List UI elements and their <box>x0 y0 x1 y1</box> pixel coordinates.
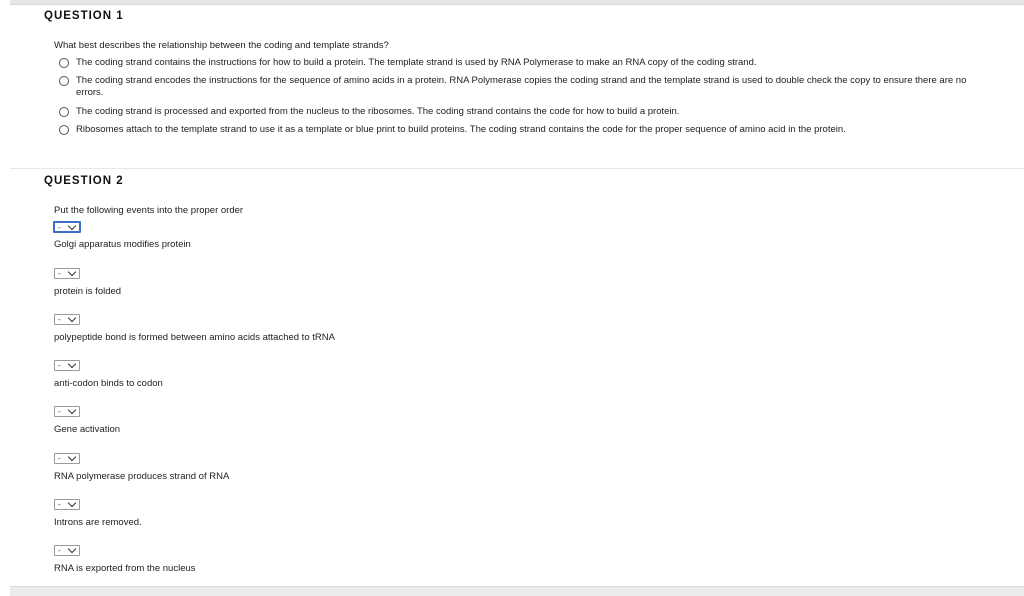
question-1-option-3[interactable] <box>59 106 989 118</box>
order-select-1[interactable] <box>53 221 81 233</box>
select-value: - <box>58 315 61 324</box>
order-select-3[interactable] <box>54 314 80 325</box>
order-select-2[interactable] <box>54 268 80 279</box>
radio-button-icon[interactable] <box>59 58 69 68</box>
event-label-3: polypeptide bond is formed between amino acids attached to tRNA <box>54 332 335 343</box>
radio-button-icon[interactable] <box>59 125 69 135</box>
question-1-title: QUESTION 1 <box>44 10 124 22</box>
option-label: The coding strand is processed and exported from the nucleus to the ribosomes. The coding strand contains the code for how to build a protein. <box>76 106 680 117</box>
select-value: - <box>58 361 61 370</box>
select-value: - <box>58 454 61 463</box>
option-label: The coding strand encodes the instructions for the sequence of amino acids in a protein. RNA Polymerase copies the coding strand and the template strand is used to double check the copy to ensure there are no errors. <box>76 75 967 98</box>
select-value: - <box>58 269 61 278</box>
event-label-2: protein is folded <box>54 286 122 297</box>
option-label: The coding strand contains the instructions for how to build a protein. The template strand is used by RNA Polymerase to make an RNA copy of the coding strand. <box>76 57 757 68</box>
question-1-option-1[interactable] <box>59 57 989 69</box>
question-divider <box>10 168 1024 169</box>
event-label-8: RNA is exported from the nucleus <box>54 563 196 574</box>
event-label-1: Golgi apparatus modifies protein <box>54 239 191 250</box>
question-1-option-2[interactable] <box>59 75 989 99</box>
chevron-down-icon <box>68 268 76 276</box>
select-value: - <box>58 407 61 416</box>
question-2-prompt: Put the following events into the proper order <box>54 205 244 216</box>
bottom-divider <box>10 586 1024 596</box>
chevron-down-icon <box>68 406 76 414</box>
chevron-down-icon <box>68 499 76 507</box>
select-value: - <box>58 222 61 232</box>
radio-button-icon[interactable] <box>59 107 69 117</box>
question-1-prompt: What best describes the relationship between the coding and template strands? <box>54 40 389 51</box>
event-label-5: Gene activation <box>54 424 121 435</box>
chevron-down-icon <box>68 221 76 229</box>
question-2-title: QUESTION 2 <box>44 175 124 187</box>
order-select-6[interactable] <box>54 453 80 464</box>
event-label-4: anti-codon binds to codon <box>54 378 163 389</box>
order-select-8[interactable] <box>54 545 80 556</box>
select-value: - <box>58 546 61 555</box>
order-select-5[interactable] <box>54 406 80 417</box>
option-label: Ribosomes attach to the template strand to use it as a template or blue print to build proteins. The coding strand contains the code for the proper sequence of amino acid in the protein. <box>76 124 846 135</box>
order-select-7[interactable] <box>54 499 80 510</box>
chevron-down-icon <box>68 360 76 368</box>
top-divider <box>10 0 1024 5</box>
chevron-down-icon <box>68 314 76 322</box>
select-value: - <box>58 500 61 509</box>
event-label-7: Introns are removed. <box>54 517 142 528</box>
question-1-option-4[interactable] <box>59 124 989 136</box>
event-label-6: RNA polymerase produces strand of RNA <box>54 471 230 482</box>
order-select-4[interactable] <box>54 360 80 371</box>
chevron-down-icon <box>68 453 76 461</box>
chevron-down-icon <box>68 545 76 553</box>
radio-button-icon[interactable] <box>59 76 69 86</box>
